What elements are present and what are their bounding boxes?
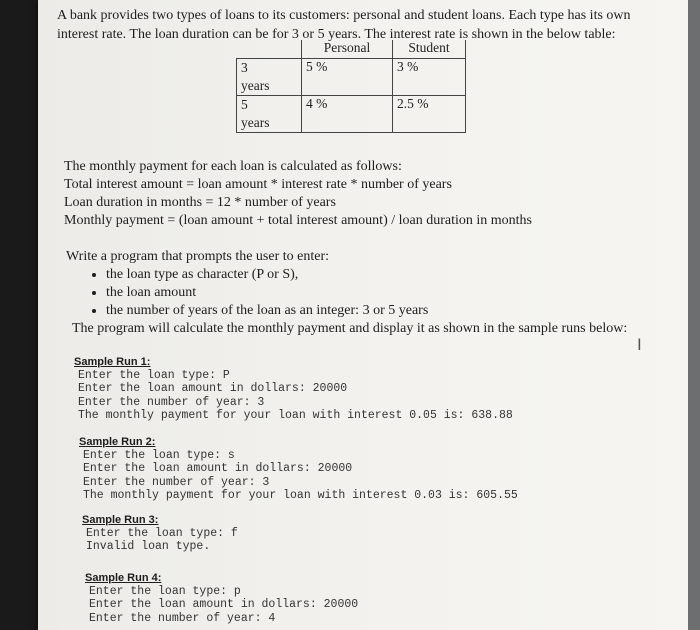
background-left (0, 0, 38, 630)
console-line: Enter the loan type: f (86, 527, 238, 541)
prompt-section (66, 248, 627, 338)
formula-total-interest: Total interest amount = loan amount * interest rate * number of years (64, 177, 452, 192)
background-right (688, 0, 700, 630)
list-item: • the loan amount (106, 284, 627, 302)
table-cell-personal-rate: 4 % (302, 96, 393, 133)
console-line: Enter the loan amount in dollars: 20000 (83, 462, 353, 476)
table-header-personal: Personal (302, 40, 393, 59)
console-line: Enter the number of year: 3 (78, 395, 265, 409)
console-line: Enter the loan type: P (78, 369, 230, 383)
prompt-heading: Write a program that prompts the user to enter: (66, 249, 330, 264)
sample-run-1 (74, 356, 513, 422)
console-line: Enter the number of year: 4 (89, 611, 276, 625)
sample-run-2 (79, 436, 518, 502)
table-row (237, 59, 466, 96)
intro-line-2: interest rate. The loan duration can be for 3 or 5 years. The interest rate is shown in the below table: (57, 27, 616, 42)
duration-number: 5 (241, 97, 248, 112)
table-cell-student-rate: 2.5 % (393, 96, 466, 133)
table-cell-student-rate: 3 % (393, 59, 466, 96)
table-cell-duration (237, 59, 302, 96)
duration-unit: years (241, 115, 270, 130)
console-line: Invalid loan type. (86, 540, 211, 554)
formula-monthly-payment: Monthly payment = (loan amount + total interest amount) / loan duration in months (64, 213, 532, 228)
table-header-blank (237, 40, 302, 59)
interest-rate-table (236, 40, 466, 133)
formulas-heading: The monthly payment for each loan is calculated as follows: (64, 159, 402, 174)
sample-run-title: Sample Run 3: (82, 514, 159, 526)
table-header-student: Student (393, 40, 466, 59)
sample-run-4 (85, 572, 358, 625)
text-cursor-icon: I (637, 335, 642, 354)
sample-run-title: Sample Run 2: (79, 436, 156, 448)
table-row (237, 96, 466, 133)
intro-line-1: A bank provides two types of loans to its customers: personal and student loans. Each type has its own (57, 8, 631, 23)
console-line: Enter the loan type: p (89, 585, 241, 599)
table-cell-duration (237, 96, 302, 133)
formula-duration: Loan duration in months = 12 * number of years (64, 195, 336, 210)
intro-paragraph (57, 6, 647, 44)
list-item: • the loan type as character (P or S), (106, 266, 627, 284)
formulas-section (64, 158, 532, 230)
sample-run-title: Sample Run 4: (85, 572, 162, 584)
console-line: Enter the loan amount in dollars: 20000 (89, 598, 359, 612)
console-line: Enter the number of year: 3 (83, 475, 270, 489)
console-line: The monthly payment for your loan with interest 0.05 is: 638.88 (78, 408, 513, 422)
console-line: Enter the loan type: s (83, 449, 235, 463)
prompt-footer: The program will calculate the monthly payment and display it as shown in the sample runs below: (72, 321, 628, 336)
list-item: • the number of years of the loan as an integer: 3 or 5 years (106, 302, 627, 320)
sample-run-title: Sample Run 1: (74, 356, 151, 368)
duration-unit: years (241, 78, 270, 93)
console-line: The monthly payment for your loan with interest 0.03 is: 605.55 (83, 488, 518, 502)
prompt-list (66, 266, 627, 320)
console-line: Enter the loan amount in dollars: 20000 (78, 382, 348, 396)
sample-run-3 (82, 514, 238, 554)
duration-number: 3 (241, 60, 248, 75)
table-cell-personal-rate: 5 % (302, 59, 393, 96)
table-header-row (237, 40, 466, 59)
